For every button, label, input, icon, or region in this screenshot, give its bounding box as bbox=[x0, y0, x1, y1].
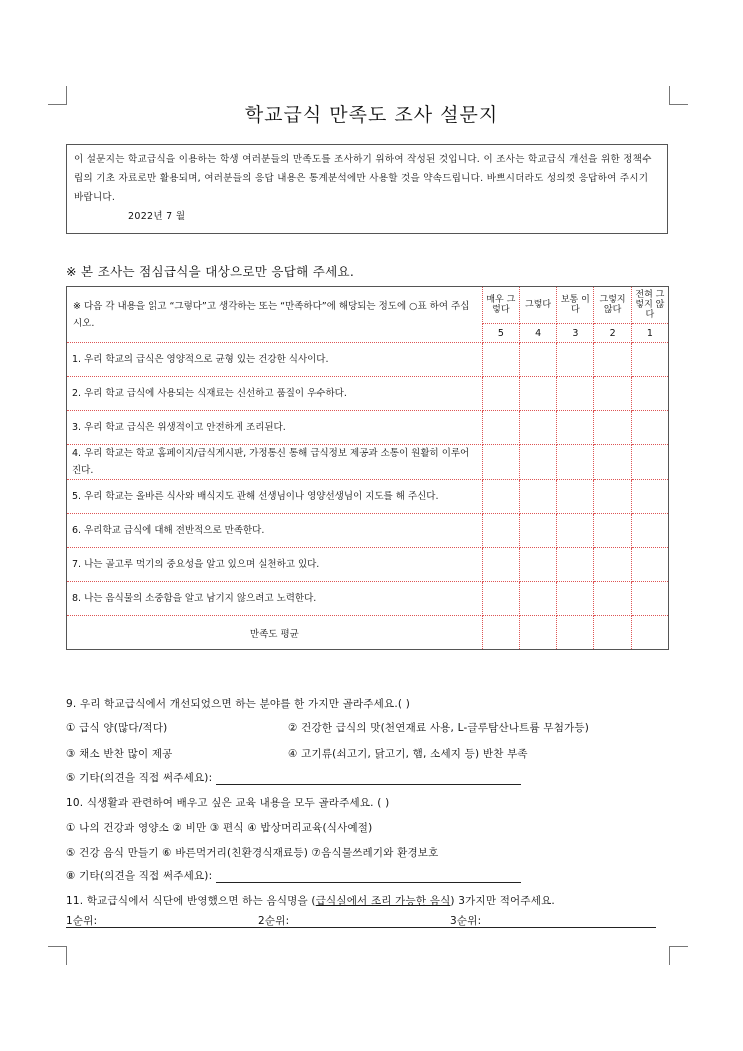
q10-other-input-line[interactable] bbox=[216, 870, 521, 883]
q10-text: 10. 식생활과 관련하여 배우고 싶은 교육 내용을 모두 골라주세요. ( ) bbox=[66, 797, 390, 809]
answer-cell[interactable] bbox=[557, 343, 594, 377]
table-instruction: ※ 다음 각 내용을 읽고 “그렇다”고 생각하는 또는 “만족하다”에 해당되는 정도에 ○표 하여 주십시오. bbox=[67, 287, 483, 343]
question-8: 8. 나는 음식물의 소중함을 알고 남기지 않으려고 노력한다. bbox=[67, 582, 483, 616]
scale-score-1: 1 bbox=[631, 324, 668, 343]
answer-cell[interactable] bbox=[519, 480, 556, 514]
q9-other-input-line[interactable] bbox=[216, 772, 521, 785]
answer-cell[interactable] bbox=[594, 514, 631, 548]
q11-answer-line[interactable] bbox=[66, 913, 656, 928]
rank-1-label: 1순위: bbox=[66, 915, 98, 927]
answer-cell[interactable] bbox=[519, 582, 556, 616]
lunch-only-notice: ※ 본 조사는 점심급식을 대상으로만 응답해 주세요. bbox=[66, 264, 355, 279]
answer-cell[interactable] bbox=[594, 548, 631, 582]
answer-cell[interactable] bbox=[482, 377, 519, 411]
answer-cell[interactable] bbox=[482, 445, 519, 480]
scale-score-2: 2 bbox=[594, 324, 631, 343]
average-cell[interactable] bbox=[631, 616, 668, 650]
answer-cell[interactable] bbox=[631, 514, 668, 548]
scale-label-5: 매우 그렇다 bbox=[482, 287, 519, 324]
q11-text bbox=[66, 893, 555, 908]
table-row bbox=[67, 514, 669, 548]
q9-option-5 bbox=[66, 770, 521, 785]
q10-options-line-1: ① 나의 건강과 영양소 ② 비만 ③ 편식 ④ 밥상머리교육(식사예절) bbox=[66, 822, 373, 834]
question-7: 7. 나는 골고루 먹기의 중요성을 알고 있으며 실천하고 있다. bbox=[67, 548, 483, 582]
question-1: 1. 우리 학교의 급식은 영양적으로 균형 있는 건강한 식사이다. bbox=[67, 343, 483, 377]
q9-option-2: ② 건강한 급식의 맛(천연재료 사용, L-글루탐산나트륨 무첨가등) bbox=[288, 722, 590, 734]
intro-box bbox=[66, 144, 668, 234]
satisfaction-table bbox=[66, 286, 669, 650]
question-6: 6. 우리학교 급식에 대해 전반적으로 만족한다. bbox=[67, 514, 483, 548]
q11-text-before: 11. 학교급식에서 식단에 반영했으면 하는 음식명을 ( bbox=[66, 895, 316, 907]
scale-label-4: 그렇다 bbox=[519, 287, 556, 324]
answer-cell[interactable] bbox=[482, 548, 519, 582]
scale-label-3: 보통 이다 bbox=[557, 287, 594, 324]
answer-cell[interactable] bbox=[594, 480, 631, 514]
answer-cell[interactable] bbox=[519, 343, 556, 377]
question-2: 2. 우리 학교 급식에 사용되는 식재료는 신선하고 품질이 우수하다. bbox=[67, 377, 483, 411]
answer-cell[interactable] bbox=[594, 582, 631, 616]
answer-cell[interactable] bbox=[557, 582, 594, 616]
answer-cell[interactable] bbox=[519, 445, 556, 480]
answer-cell[interactable] bbox=[631, 343, 668, 377]
table-row bbox=[67, 411, 669, 445]
q9-option-3: ③ 채소 반찬 많이 제공 bbox=[66, 748, 173, 760]
table-row bbox=[67, 582, 669, 616]
average-label: 만족도 평균 bbox=[67, 616, 483, 650]
answer-cell[interactable] bbox=[482, 582, 519, 616]
q10-options-line-2: ⑤ 건강 음식 만들기 ⑥ 바른먹거리(친환경식재료등) ⑦음식물쓰레기와 환경보호 bbox=[66, 847, 439, 859]
average-cell[interactable] bbox=[594, 616, 631, 650]
scale-score-4: 4 bbox=[519, 324, 556, 343]
rank-2-label: 2순위: bbox=[258, 915, 290, 927]
scale-label-1: 전혀 그렇지 않다 bbox=[631, 287, 668, 324]
q9-option-5-label: ⑤ 기타(의견을 직접 써주세요): bbox=[66, 772, 213, 784]
answer-cell[interactable] bbox=[557, 514, 594, 548]
answer-cell[interactable] bbox=[631, 377, 668, 411]
answer-cell[interactable] bbox=[594, 377, 631, 411]
crop-mark-bottom-right bbox=[669, 946, 688, 965]
answer-cell[interactable] bbox=[519, 377, 556, 411]
answer-cell[interactable] bbox=[557, 377, 594, 411]
crop-mark-bottom-left bbox=[48, 946, 67, 965]
answer-cell[interactable] bbox=[631, 480, 668, 514]
table-row bbox=[67, 343, 669, 377]
question-3: 3. 우리 학교 급식은 위생적이고 안전하게 조리된다. bbox=[67, 411, 483, 445]
answer-cell[interactable] bbox=[519, 548, 556, 582]
answer-cell[interactable] bbox=[631, 445, 668, 480]
q11-text-underlined: 급식실에서 조리 가능한 음식 bbox=[315, 895, 451, 907]
answer-cell[interactable] bbox=[482, 343, 519, 377]
scale-score-3: 3 bbox=[557, 324, 594, 343]
question-4: 4. 우리 학교는 학교 홈페이지/급식게시판, 가정통신 통해 급식정보 제공과 소통이 원활히 이루어진다. bbox=[67, 445, 483, 480]
table-row bbox=[67, 445, 669, 480]
answer-cell[interactable] bbox=[557, 548, 594, 582]
answer-cell[interactable] bbox=[519, 411, 556, 445]
answer-cell[interactable] bbox=[519, 514, 556, 548]
scale-label-2: 그렇지 않다 bbox=[594, 287, 631, 324]
table-row bbox=[67, 548, 669, 582]
answer-cell[interactable] bbox=[557, 480, 594, 514]
answer-cell[interactable] bbox=[557, 411, 594, 445]
scale-score-5: 5 bbox=[482, 324, 519, 343]
answer-cell[interactable] bbox=[594, 445, 631, 480]
q9-option-4: ④ 고기류(쇠고기, 닭고기, 햄, 소세지 등) 반찬 부족 bbox=[288, 748, 528, 760]
answer-cell[interactable] bbox=[482, 480, 519, 514]
answer-cell[interactable] bbox=[557, 445, 594, 480]
average-cell[interactable] bbox=[557, 616, 594, 650]
q9-text: 9. 우리 학교급식에서 개선되었으면 하는 분야를 한 가지만 골라주세요.( ) bbox=[66, 698, 410, 710]
q10-option-8 bbox=[66, 868, 521, 883]
document-title: 학교급식 만족도 조사 설문지 bbox=[244, 104, 499, 126]
average-cell[interactable] bbox=[482, 616, 519, 650]
q11-text-after: ) 3가지만 적어주세요. bbox=[450, 895, 555, 907]
average-cell[interactable] bbox=[519, 616, 556, 650]
answer-cell[interactable] bbox=[631, 582, 668, 616]
survey-date: 2022년 7 월 bbox=[128, 211, 186, 222]
answer-cell[interactable] bbox=[482, 514, 519, 548]
answer-cell[interactable] bbox=[631, 548, 668, 582]
rank-3-label: 3순위: bbox=[450, 915, 482, 927]
intro-text: 이 설문지는 학교급식을 이용하는 학생 여러분들의 만족도를 조사하기 위하여 작성된 것입니다. 이 조사는 학교급식 개선을 위한 정책수립의 기초 자료로만 활용되며, 여러분들의 응답 내용은 통계분석에만 사용할 것을 약속드립니다. 바쁘시더라도 성의껏 응답하여 주시기 바랍니다. bbox=[74, 154, 652, 203]
answer-cell[interactable] bbox=[631, 411, 668, 445]
table-row bbox=[67, 480, 669, 514]
answer-cell[interactable] bbox=[594, 411, 631, 445]
question-5: 5. 우리 학교는 올바른 식사와 배식지도 관해 선생님이나 영양선생님이 지도를 해 주신다. bbox=[67, 480, 483, 514]
answer-cell[interactable] bbox=[482, 411, 519, 445]
table-row bbox=[67, 377, 669, 411]
answer-cell[interactable] bbox=[594, 343, 631, 377]
q9-option-1: ① 급식 양(많다/적다) bbox=[66, 722, 168, 734]
q10-option-8-label: ⑧ 기타(의견을 직접 써주세요): bbox=[66, 870, 213, 882]
table-row bbox=[67, 616, 669, 650]
